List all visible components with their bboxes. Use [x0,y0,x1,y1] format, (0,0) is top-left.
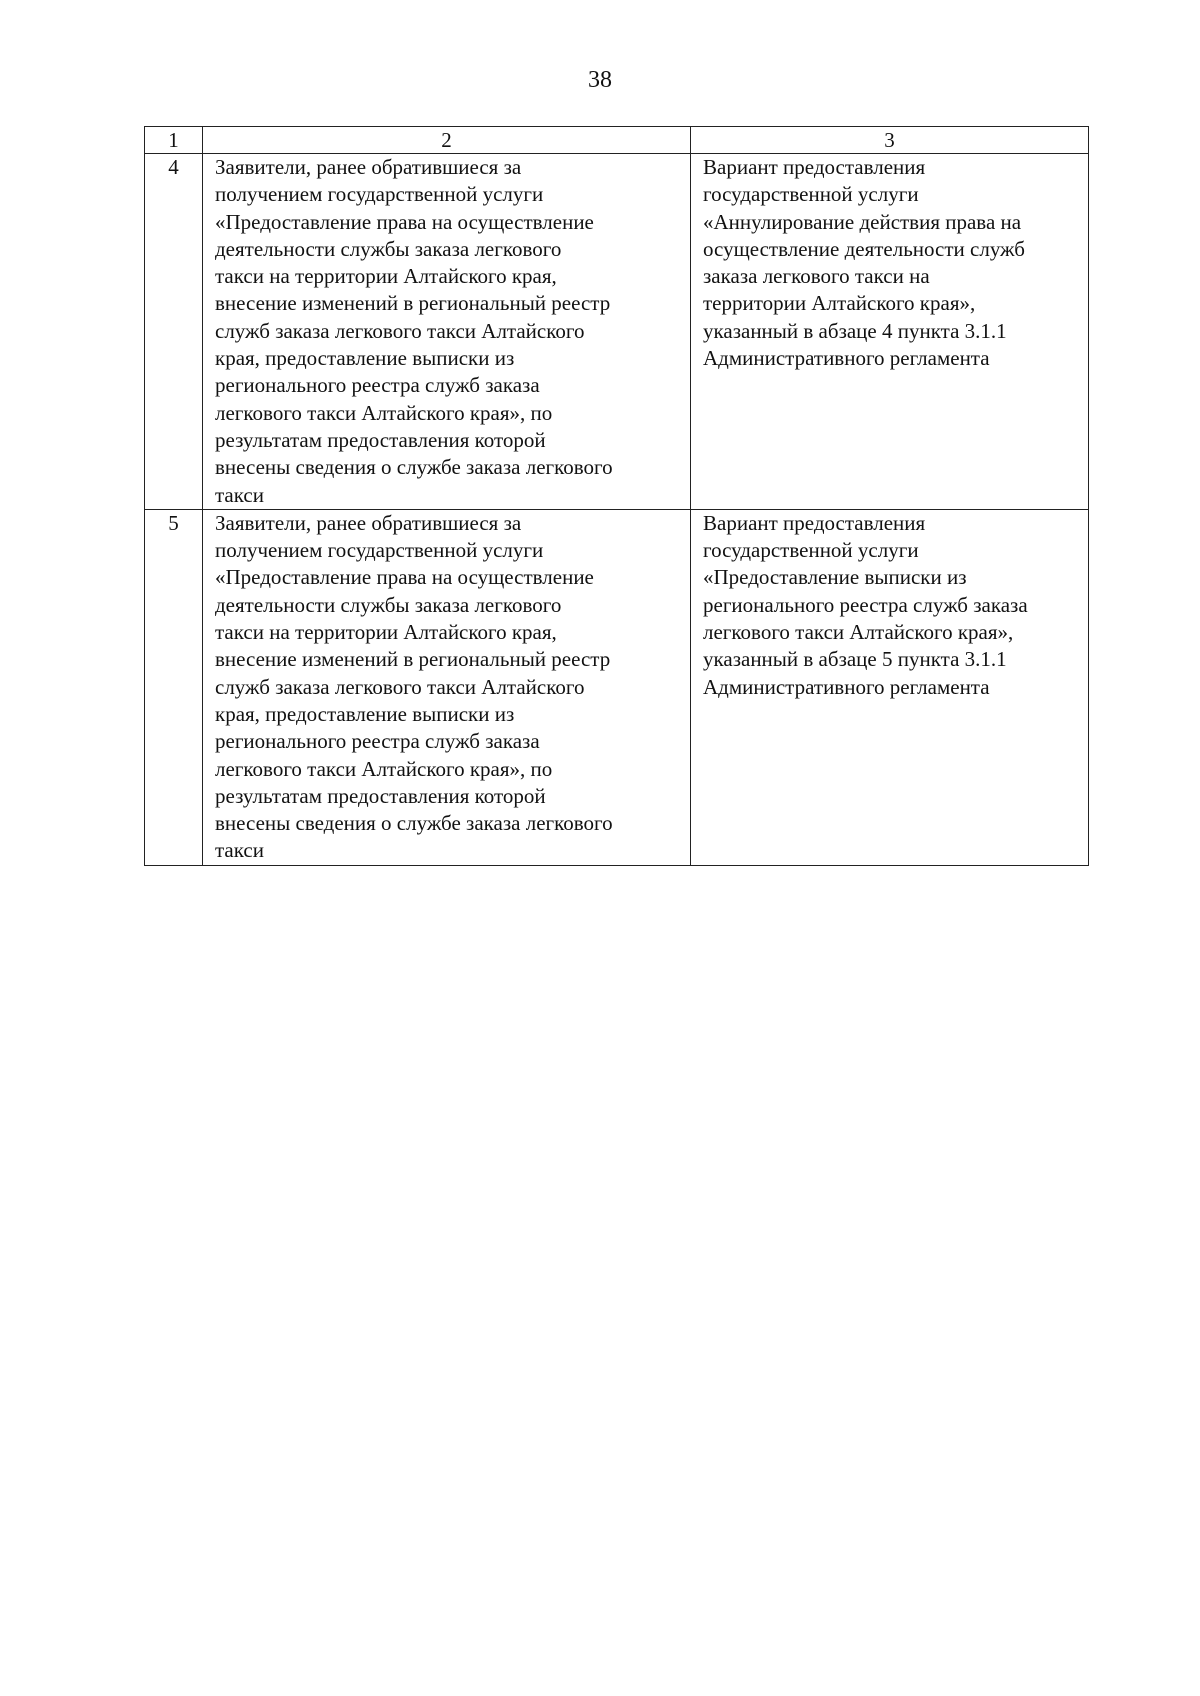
table-row [145,509,1089,865]
cell-text-line: результатам предоставления которой [215,427,546,452]
table-row [145,154,1089,510]
cell-text-line: Административного регламента [703,674,990,699]
header-cell-1: 1 [145,127,203,154]
cell-text-line: регионального реестра служб заказа [703,592,1028,617]
cell-text-line: Заявители, ранее обратившиеся за [215,155,522,179]
cell-text-line: «Аннулирование действия права на [703,209,1022,234]
cell-text-line: «Предоставление права на осуществление [215,209,594,234]
cell-text-line: «Предоставление выписки из [703,565,967,590]
cell-text-line: деятельности службы заказа легкового [215,592,562,617]
cell-text-line: внесены сведения о службе заказа легкового [215,811,613,836]
cell-text-line: «Предоставление права на осуществление [215,565,594,590]
cell-text-line: внесение изменений в региональный реестр [215,647,611,672]
applicants-cell [203,509,691,865]
cell-text-line: легкового такси Алтайского края», [703,620,1014,645]
page-number: 38 [588,67,612,93]
cell-text-line: государственной услуги [703,538,919,563]
applicants-cell [203,154,691,510]
variant-cell [691,509,1089,865]
cell-text-line: осуществление деятельности служб [703,236,1025,261]
cell-text-line: легкового такси Алтайского края», по [215,756,553,781]
cell-text-line: результатам предоставления которой [215,783,546,808]
cell-text-line: края, предоставление выписки из [215,346,515,371]
cell-text-line: заказа легкового такси на [703,264,930,289]
cell-text-line: внесение изменений в региональный реестр [215,291,611,316]
header-cell-2: 2 [203,127,691,154]
cell-text-line: регионального реестра служб заказа [215,373,540,398]
cell-text-line: государственной услуги [703,182,919,207]
cell-text-line: Заявители, ранее обратившиеся за [215,510,522,535]
cell-text-line: получением государственной услуги [215,538,544,563]
cell-text-line: такси [215,482,264,507]
variant-cell [691,154,1089,510]
row-number: 4 [145,154,203,510]
header-cell-3: 3 [691,127,1089,154]
cell-text-line: указанный в абзаце 5 пункта 3.1.1 [703,647,1007,672]
cell-text-line: такси на территории Алтайского края, [215,264,557,289]
document-table [144,126,1089,866]
row-number: 5 [145,509,203,865]
cell-text-line: служб заказа легкового такси Алтайского [215,674,585,699]
cell-text-line: внесены сведения о службе заказа легкового [215,455,613,480]
cell-text-line: регионального реестра служб заказа [215,729,540,754]
cell-text-line: получением государственной услуги [215,182,544,207]
cell-text-line: такси [215,838,264,863]
cell-text-line: Административного регламента [703,346,990,371]
cell-text-line: деятельности службы заказа легкового [215,236,562,261]
cell-text-line: Вариант предоставления [703,155,926,179]
cell-text-line: территории Алтайского края», [703,291,976,316]
cell-text-line: служб заказа легкового такси Алтайского [215,318,585,343]
table-header-row [145,127,1089,154]
cell-text-line: такси на территории Алтайского края, [215,620,557,645]
cell-text-line: легкового такси Алтайского края», по [215,400,553,425]
cell-text-line: указанный в абзаце 4 пункта 3.1.1 [703,318,1007,343]
cell-text-line: Вариант предоставления [703,510,926,535]
cell-text-line: края, предоставление выписки из [215,701,515,726]
